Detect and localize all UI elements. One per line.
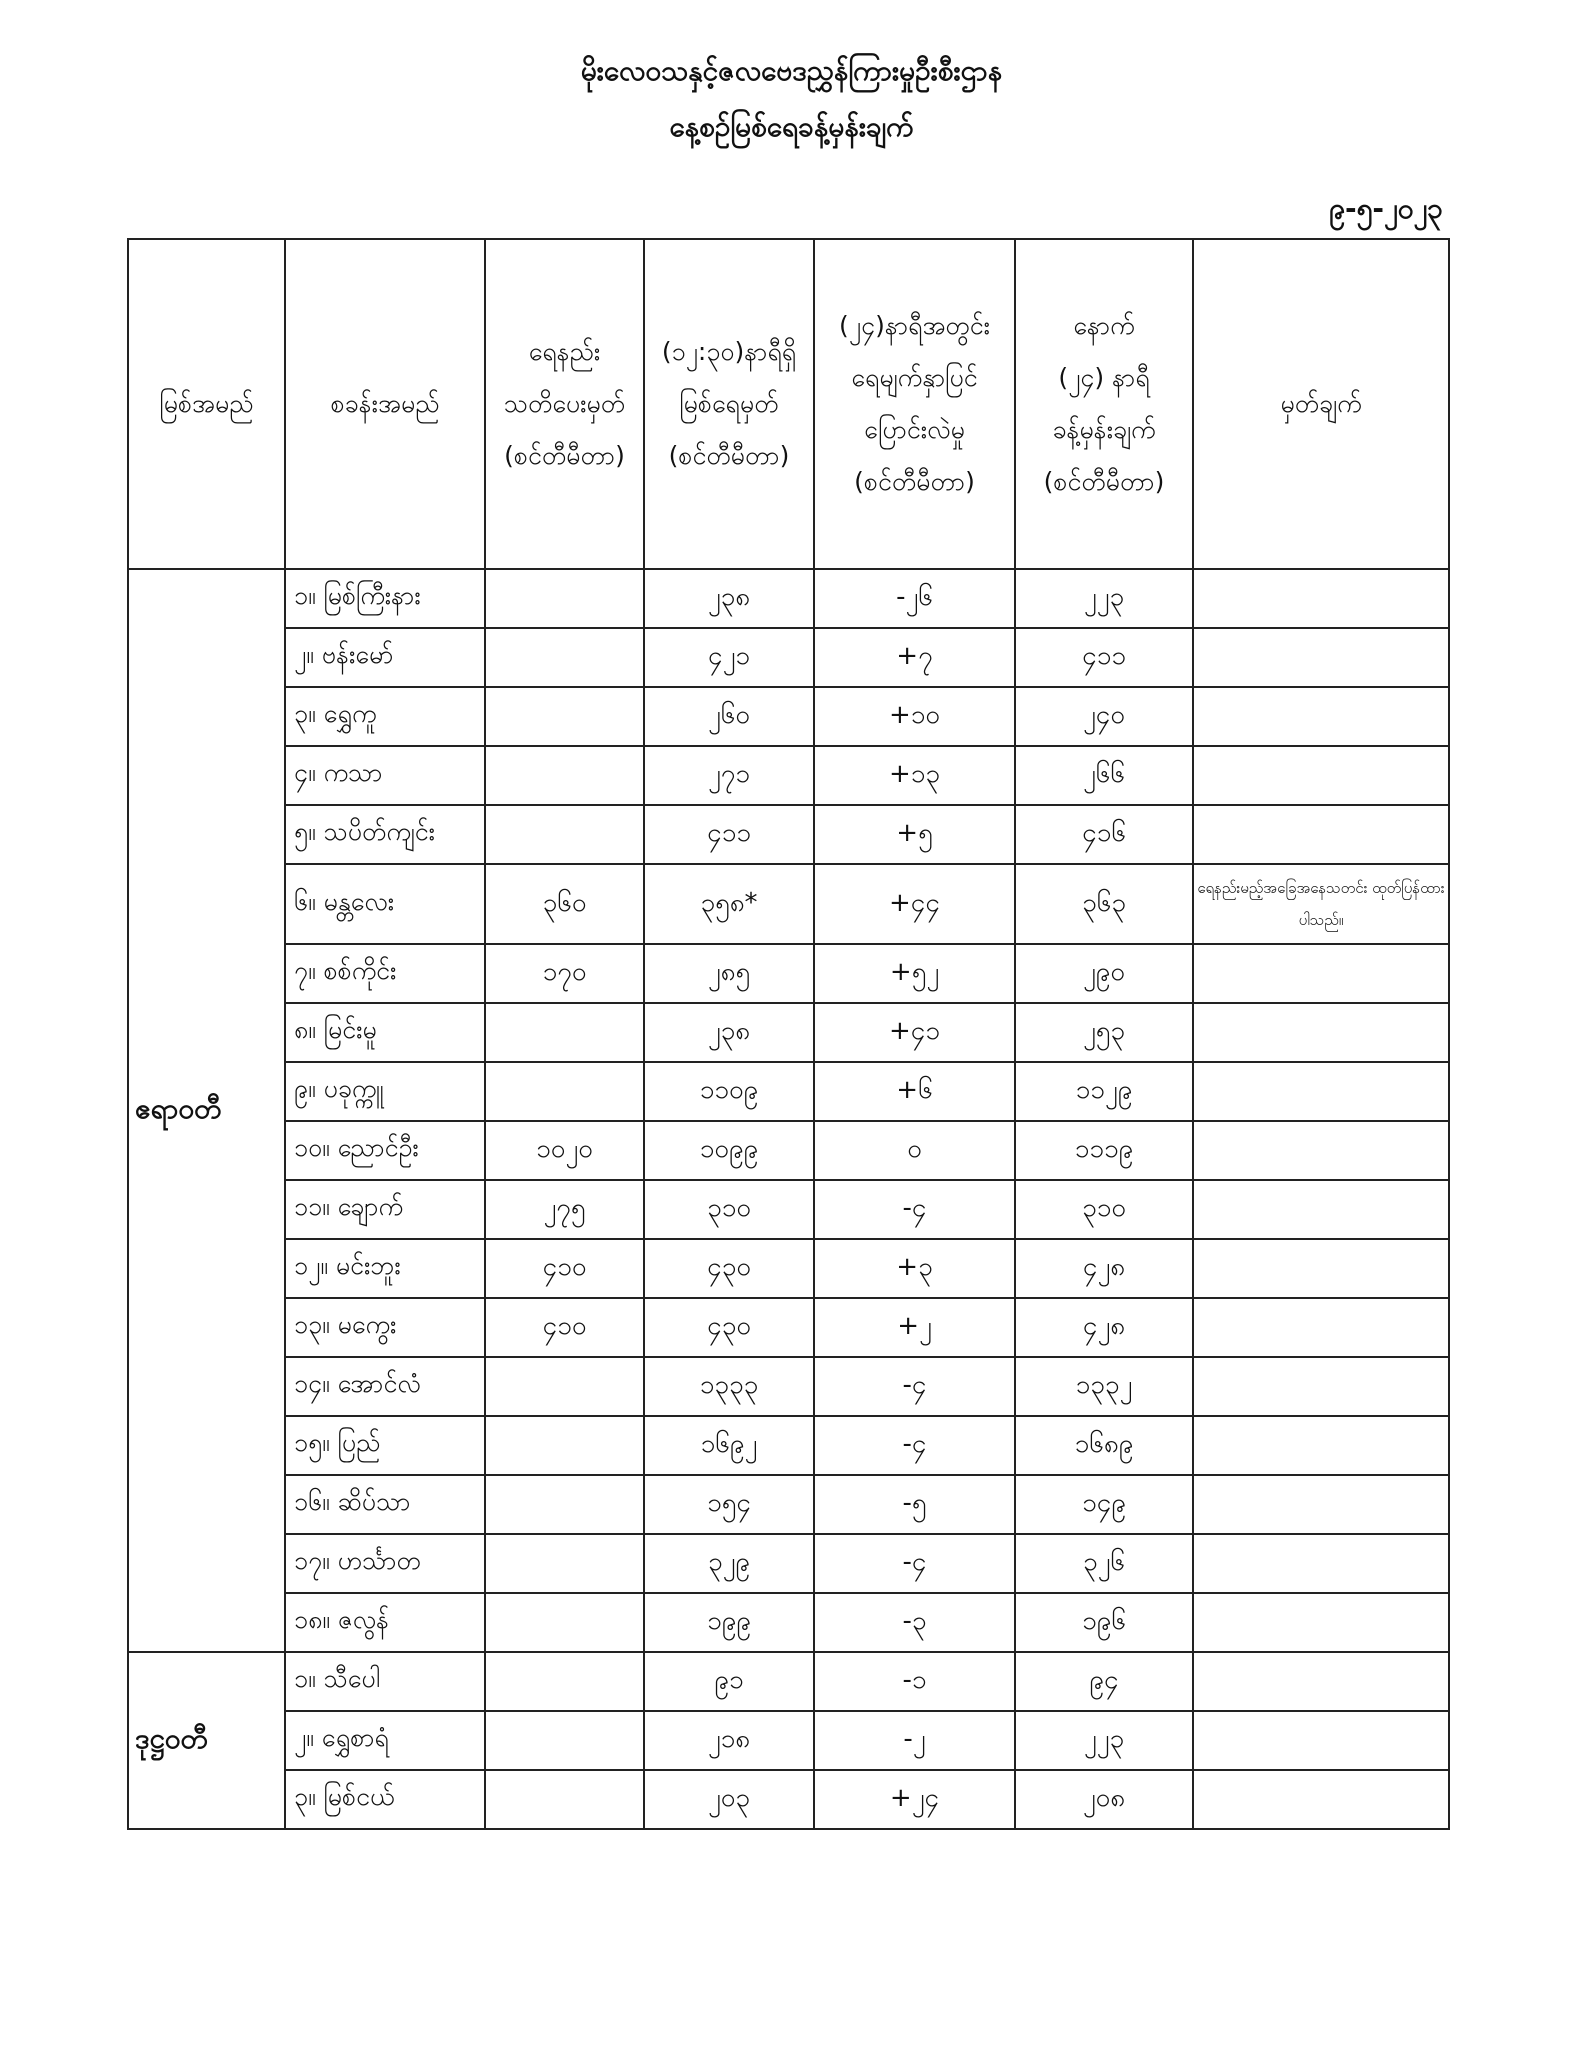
table-row: [128, 805, 1449, 864]
water-level-cell: ၁၆၉၂: [644, 1416, 814, 1475]
station-name: ၁၂။ မင်းဘူး: [285, 1239, 485, 1298]
station-name: ၁၈။ ဇလွန်: [285, 1593, 485, 1652]
table-row: [128, 1475, 1449, 1534]
water-level-cell: ၄၃၀: [644, 1298, 814, 1357]
water-level-cell: ၃၅၈*: [644, 864, 814, 944]
change-cell: -၂: [814, 1711, 1015, 1770]
station-name: ၂။ ဗန်းမော်: [285, 628, 485, 687]
station-name: ၃။ ရွှေကူ: [285, 687, 485, 746]
remark-cell: [1193, 746, 1449, 805]
water-level-cell: ၂၁၈: [644, 1711, 814, 1770]
remark-cell: [1193, 687, 1449, 746]
danger-level-cell: ၁၇၀: [485, 944, 644, 1003]
station-name: ၁၁။ ချောက်: [285, 1180, 485, 1239]
water-level-cell: ၉၁: [644, 1652, 814, 1711]
station-name: ၁၄။ အောင်လံ: [285, 1357, 485, 1416]
remark-cell: [1193, 1121, 1449, 1180]
table-row: [128, 1003, 1449, 1062]
remark-cell: [1193, 1652, 1449, 1711]
forecast-cell: ၄၁၆: [1015, 805, 1193, 864]
header-danger-level: ရေနည်း သတိပေးမှတ် (စင်တီမီတာ): [485, 239, 644, 569]
station-name: ၁၆။ ဆိပ်သာ: [285, 1475, 485, 1534]
change-cell: +၇: [814, 628, 1015, 687]
forecast-cell: ၂၂၃: [1015, 569, 1193, 628]
station-name: ၉။ ပခုက္ကူ: [285, 1062, 485, 1121]
table-row: [128, 1652, 1449, 1711]
forecast-cell: ၂၄၀: [1015, 687, 1193, 746]
station-name: ၃။ မြစ်ငယ်: [285, 1770, 485, 1829]
change-cell: -၂၆: [814, 569, 1015, 628]
table-row: [128, 1239, 1449, 1298]
table-row: [128, 1357, 1449, 1416]
change-cell: +၃: [814, 1239, 1015, 1298]
table-row: [128, 569, 1449, 628]
station-name: ၆။ မန္တလေး: [285, 864, 485, 944]
danger-level-cell: [485, 746, 644, 805]
water-level-cell: ၁၅၄: [644, 1475, 814, 1534]
forecast-table: [127, 238, 1450, 1830]
water-level-cell: ၄၂၁: [644, 628, 814, 687]
table-row: [128, 864, 1449, 944]
change-cell: +၂: [814, 1298, 1015, 1357]
danger-level-cell: [485, 1770, 644, 1829]
header-station: စခန်းအမည်: [285, 239, 485, 569]
water-level-cell: ၁၉၉: [644, 1593, 814, 1652]
water-level-cell: ၁၁၀၉: [644, 1062, 814, 1121]
remark-cell: [1193, 1003, 1449, 1062]
danger-level-cell: ၁၀၂၀: [485, 1121, 644, 1180]
danger-level-cell: [485, 1475, 644, 1534]
water-level-cell: ၂၆၀: [644, 687, 814, 746]
table-row: [128, 1121, 1449, 1180]
forecast-cell: ၁၉၆: [1015, 1593, 1193, 1652]
remark-cell: [1193, 1770, 1449, 1829]
change-cell: ၀: [814, 1121, 1015, 1180]
danger-level-cell: ၄၁၀: [485, 1298, 644, 1357]
change-cell: -၅: [814, 1475, 1015, 1534]
header-title-line1: မိုးလေဝသနှင့်ဇလဗေဒညွှန်ကြားမှုဦးစီးဌာန: [580, 54, 1003, 87]
station-name: ၁။ မြစ်ကြီးနား: [285, 569, 485, 628]
station-name: ၇။ စစ်ကိုင်း: [285, 944, 485, 1003]
table-row: [128, 1711, 1449, 1770]
forecast-cell: ၄၂၈: [1015, 1239, 1193, 1298]
forecast-cell: ၁၄၉: [1015, 1475, 1193, 1534]
station-name: ၄။ ကသာ: [285, 746, 485, 805]
remark-cell: [1193, 1062, 1449, 1121]
change-cell: +၆: [814, 1062, 1015, 1121]
header-change: (၂၄)နာရီအတွင်း ရေမျက်နှာပြင် ပြောင်းလဲမှု (စင်တီမီတာ): [814, 239, 1015, 569]
header-remark: မှတ်ချက်: [1193, 239, 1449, 569]
forecast-cell: ၃၆၃: [1015, 864, 1193, 944]
table-row: [128, 1180, 1449, 1239]
table-row: [128, 1416, 1449, 1475]
forecast-cell: ၁၆၈၉: [1015, 1416, 1193, 1475]
header-forecast: နောက် (၂၄) နာရီ ခန့်မှန်းချက် (စင်တီမီတာ): [1015, 239, 1193, 569]
forecast-cell: ၁၁၁၉: [1015, 1121, 1193, 1180]
station-name: ၁၅။ ပြည်: [285, 1416, 485, 1475]
forecast-cell: ၁၁၂၉: [1015, 1062, 1193, 1121]
header-row: [128, 239, 1449, 569]
forecast-cell: ၁၃၃၂: [1015, 1357, 1193, 1416]
station-name: ၅။ သပိတ်ကျင်း: [285, 805, 485, 864]
danger-level-cell: [485, 628, 644, 687]
danger-level-cell: [485, 1357, 644, 1416]
station-name: ၈။ မြင်းမူ: [285, 1003, 485, 1062]
station-name: ၁၃။ မကွေး: [285, 1298, 485, 1357]
change-cell: -၃: [814, 1593, 1015, 1652]
table-row: [128, 1062, 1449, 1121]
table-row: [128, 944, 1449, 1003]
remark-cell: [1193, 1298, 1449, 1357]
forecast-cell: ၂၂၃: [1015, 1711, 1193, 1770]
header-river: မြစ်အမည်: [128, 239, 285, 569]
water-level-cell: ၁၃၃၃: [644, 1357, 814, 1416]
table-row: [128, 1593, 1449, 1652]
danger-level-cell: [485, 1062, 644, 1121]
table-row: [128, 1298, 1449, 1357]
change-cell: +၄၁: [814, 1003, 1015, 1062]
change-cell: +၅: [814, 805, 1015, 864]
water-level-cell: ၂၇၁: [644, 746, 814, 805]
table-row: [128, 628, 1449, 687]
danger-level-cell: [485, 805, 644, 864]
station-name: ၁၇။ ဟင်္သာတ: [285, 1534, 485, 1593]
remark-cell: [1193, 628, 1449, 687]
danger-level-cell: [485, 1652, 644, 1711]
remark-cell: [1193, 1534, 1449, 1593]
danger-level-cell: ၃၆၀: [485, 864, 644, 944]
change-cell: -၁: [814, 1652, 1015, 1711]
remark-cell: [1193, 1239, 1449, 1298]
danger-level-cell: [485, 1003, 644, 1062]
remark-cell: [1193, 1475, 1449, 1534]
water-level-cell: ၁၀၉၉: [644, 1121, 814, 1180]
danger-level-cell: [485, 1593, 644, 1652]
river-name: ဒုဋ္ဌဝတီ: [128, 1652, 285, 1829]
change-cell: +၁၃: [814, 746, 1015, 805]
water-level-cell: ၂၃၈: [644, 569, 814, 628]
danger-level-cell: ၄၁၀: [485, 1239, 644, 1298]
remark-cell: [1193, 1711, 1449, 1770]
header-title-line2: နေ့စဉ်မြစ်ရေခန့်မှန်းချက်: [669, 110, 914, 143]
change-cell: -၄: [814, 1534, 1015, 1593]
forecast-cell: ၂၅၃: [1015, 1003, 1193, 1062]
table-row: [128, 687, 1449, 746]
station-name: ၂။ ရွှေစာရံ: [285, 1711, 485, 1770]
remark-cell: [1193, 1416, 1449, 1475]
change-cell: -၄: [814, 1180, 1015, 1239]
danger-level-cell: [485, 1416, 644, 1475]
danger-level-cell: [485, 1711, 644, 1770]
danger-level-cell: [485, 687, 644, 746]
river-name: ဧရာဝတီ: [128, 569, 285, 1652]
water-level-cell: ၂၈၅: [644, 944, 814, 1003]
danger-level-cell: ၂၇၅: [485, 1180, 644, 1239]
change-cell: -၄: [814, 1357, 1015, 1416]
change-cell: +၁၀: [814, 687, 1015, 746]
change-cell: +၄၄: [814, 864, 1015, 944]
water-level-cell: ၃၂၉: [644, 1534, 814, 1593]
remark-cell: [1193, 944, 1449, 1003]
change-cell: +၂၄: [814, 1770, 1015, 1829]
forecast-cell: ၄၁၁: [1015, 628, 1193, 687]
table-row: [128, 1534, 1449, 1593]
station-name: ၁၀။ ညောင်ဦး: [285, 1121, 485, 1180]
water-level-cell: ၄၁၁: [644, 805, 814, 864]
remark-cell: ရေနည်းမည့်အခြေအနေသတင်း ထုတ်ပြန်ထားပါသည်။: [1193, 864, 1449, 944]
change-cell: -၄: [814, 1416, 1015, 1475]
remark-cell: [1193, 1180, 1449, 1239]
remark-cell: [1193, 1593, 1449, 1652]
forecast-cell: ၉၄: [1015, 1652, 1193, 1711]
danger-level-cell: [485, 569, 644, 628]
water-level-cell: ၂၃၈: [644, 1003, 814, 1062]
water-level-cell: ၂၀၃: [644, 1770, 814, 1829]
station-name: ၁။ သီပေါ: [285, 1652, 485, 1711]
remark-cell: [1193, 805, 1449, 864]
table-row: [128, 1770, 1449, 1829]
forecast-cell: ၂၆၆: [1015, 746, 1193, 805]
forecast-cell: ၃၂၆: [1015, 1534, 1193, 1593]
change-cell: +၅၂: [814, 944, 1015, 1003]
forecast-cell: ၂၀၈: [1015, 1770, 1193, 1829]
danger-level-cell: [485, 1534, 644, 1593]
header-water-level: (၁၂:၃၀)နာရီရှိ မြစ်ရေမှတ် (စင်တီမီတာ): [644, 239, 814, 569]
forecast-cell: ၂၉၀: [1015, 944, 1193, 1003]
remark-cell: [1193, 569, 1449, 628]
remark-cell: [1193, 1357, 1449, 1416]
report-date: ၉-၅-၂၀၂၃: [1329, 192, 1443, 225]
forecast-cell: ၄၂၈: [1015, 1298, 1193, 1357]
water-level-cell: ၃၁၀: [644, 1180, 814, 1239]
forecast-cell: ၃၁၀: [1015, 1180, 1193, 1239]
table-row: [128, 746, 1449, 805]
water-level-cell: ၄၃၀: [644, 1239, 814, 1298]
